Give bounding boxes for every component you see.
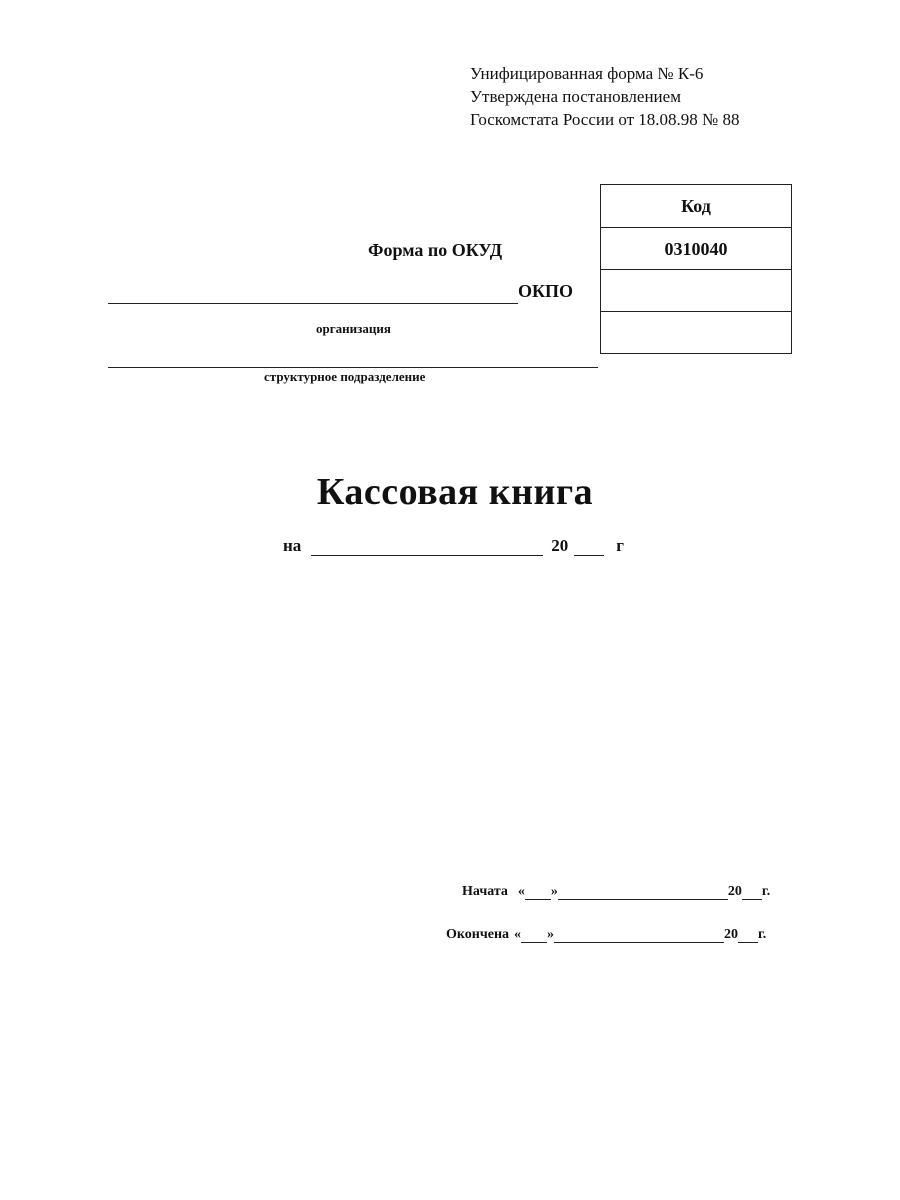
started-suffix: г. bbox=[761, 884, 771, 899]
open-quote: « bbox=[517, 884, 525, 899]
extra-code-cell[interactable] bbox=[601, 311, 791, 353]
started-row bbox=[462, 884, 770, 900]
form-name-line: Унифицированная форма № К-6 bbox=[470, 64, 704, 83]
approval-line: Утверждена постановлением bbox=[470, 87, 681, 106]
ended-suffix: г. bbox=[758, 927, 767, 942]
okud-code-cell: 0310040 bbox=[601, 227, 791, 269]
started-century: 20 bbox=[727, 884, 742, 899]
period-year-field[interactable] bbox=[574, 539, 604, 556]
organization-caption: организация bbox=[316, 321, 391, 336]
ended-day-field[interactable] bbox=[521, 928, 547, 943]
ended-century: 20 bbox=[724, 927, 739, 942]
ended-year-field[interactable] bbox=[738, 928, 758, 943]
organization-field[interactable] bbox=[108, 303, 518, 304]
close-quote: » bbox=[550, 884, 558, 899]
okpo-code-cell[interactable] bbox=[601, 269, 791, 311]
started-year-field[interactable] bbox=[742, 885, 762, 900]
okud-label: Форма по ОКУД bbox=[368, 240, 503, 260]
department-field[interactable] bbox=[108, 367, 598, 368]
started-day-field[interactable] bbox=[525, 885, 551, 900]
form-approval-note bbox=[470, 62, 740, 131]
okpo-label: ОКПО bbox=[518, 281, 574, 301]
code-header: Код bbox=[681, 196, 711, 216]
close-quote: » bbox=[547, 927, 555, 942]
period-century: 20 bbox=[551, 536, 569, 555]
period-field[interactable] bbox=[311, 539, 543, 556]
period-prefix: на bbox=[283, 536, 302, 555]
document-title: Кассовая книга bbox=[316, 471, 594, 513]
department-caption: структурное подразделение bbox=[264, 369, 426, 384]
period-suffix: г bbox=[616, 536, 625, 555]
ended-label: Окончена bbox=[446, 927, 510, 942]
open-quote: « bbox=[514, 927, 522, 942]
started-label: Начата bbox=[462, 884, 508, 899]
ended-month-field[interactable] bbox=[554, 928, 724, 943]
started-month-field[interactable] bbox=[558, 885, 728, 900]
ended-row bbox=[446, 927, 766, 943]
approval-source-line: Госкомстата России от 18.08.98 № 88 bbox=[470, 110, 740, 129]
period-line bbox=[283, 536, 624, 556]
code-table bbox=[600, 184, 792, 354]
